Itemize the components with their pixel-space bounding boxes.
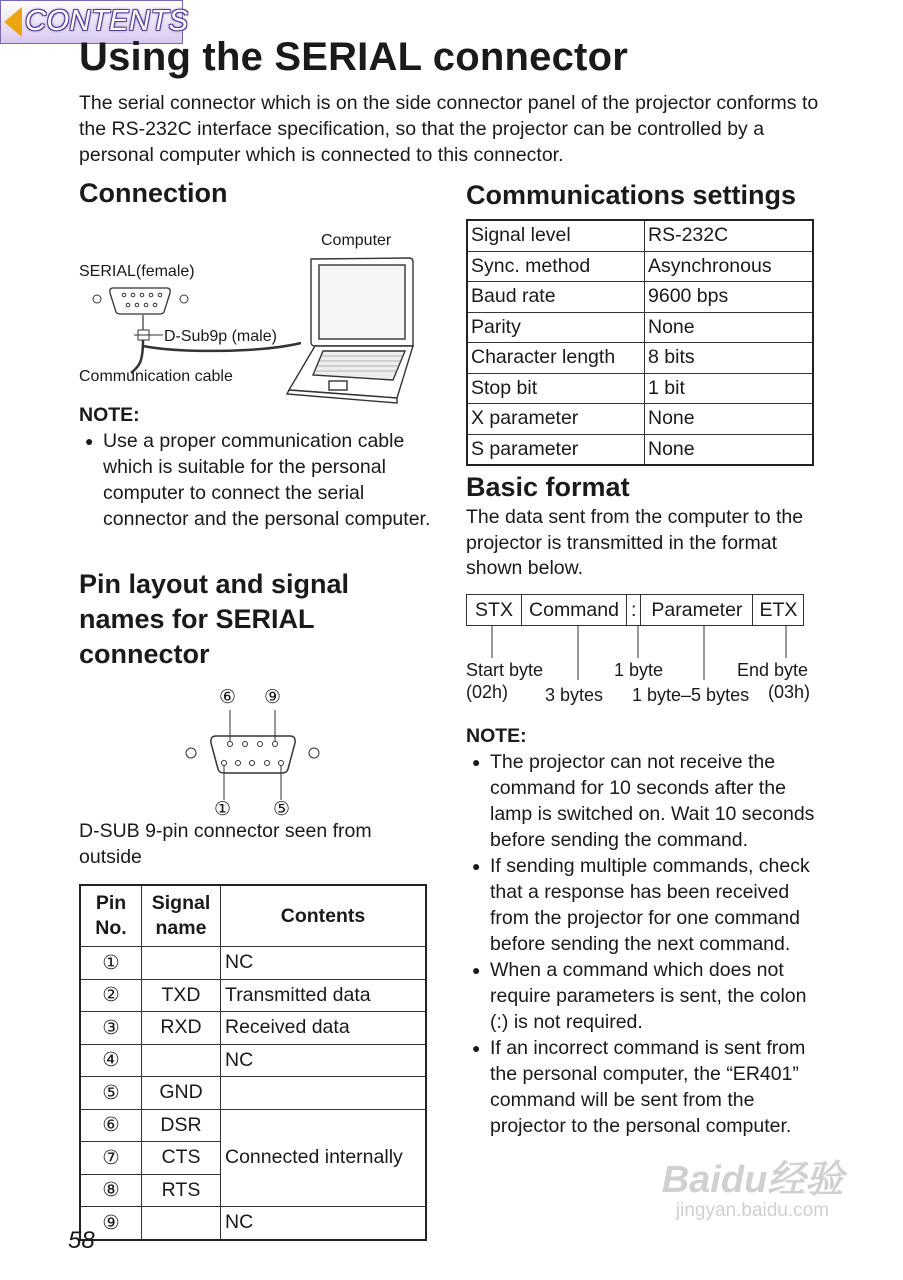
screw-right-icon [180,295,188,303]
laptop-icon [287,258,413,403]
colon-field: : [627,595,641,626]
etx-field: ETX [753,595,804,626]
pin-cell: ⑧ [80,1174,142,1207]
watermark-logo: Baidu经验 [661,1159,844,1201]
pin6-label: ⑥ [219,687,237,708]
contents-cell-merged: Connected internally [221,1109,427,1207]
setting-name: Parity [467,312,645,343]
connector-caption: D-SUB 9-pin connector seen from outside [79,820,372,868]
pin5-label: ⑤ [273,799,291,820]
pin9-label: ⑨ [264,687,282,708]
end-code-label: (03h) [768,682,811,702]
format-note-heading: NOTE: [466,725,527,747]
signal-name-header: Signal name [142,885,221,947]
pin-cell: ② [80,979,142,1012]
signal-cell: DSR [142,1109,221,1142]
setting-name: S parameter [467,434,645,465]
table-row [80,1077,426,1110]
table-row [467,220,813,251]
setting-value: Asynchronous [645,251,814,282]
page-title: Using the SERIAL connector [79,35,628,79]
format-table [466,594,804,626]
contents-cell: Received data [221,1012,427,1045]
parameter-field: Parameter [641,595,753,626]
pin-cell: ① [80,947,142,980]
table-row [467,404,813,435]
setting-value: RS-232C [645,220,814,251]
start-byte-label: Start byte [466,660,544,680]
list-item: ● The projector can not receive the command for 10 seconds after the lamp is switched on. Wait 10 seconds before sending the command. [466,749,818,853]
setting-value: None [645,404,814,435]
setting-value: 1 bit [645,373,814,404]
pin-table [79,884,427,1241]
start-code-label: (02h) [466,682,509,702]
dsub9-connector-svg [180,686,330,821]
setting-value: None [645,312,814,343]
table-row [80,979,426,1012]
pin-cell: ③ [80,1012,142,1045]
setting-value: 8 bits [645,343,814,374]
signal-cell: TXD [142,979,221,1012]
contents-cell: NC [221,1207,427,1240]
table-row [467,343,813,374]
table-row [80,1044,426,1077]
connection-note: ● Use a proper communication cable which is suitable for the personal computer to connect the serial connector and the personal computer. [79,428,433,532]
list-item: ● When a command which does not require parameters is sent, the colon (:) is not required. [466,957,818,1035]
pin-cell: ⑦ [80,1142,142,1175]
pin1-label: ① [214,799,232,820]
table-row [80,947,426,980]
param-bytes-label: 1 byte–5 bytes [632,685,750,705]
setting-name: Stop bit [467,373,645,404]
pin-cell: ⑥ [80,1109,142,1142]
table-row [467,251,813,282]
watermark [640,1160,865,1222]
list-item: ● If an incorrect command is sent from the personal computer, the “ER401” command will be sent from the projector to the personal computer. [466,1035,818,1139]
contents-cell [221,1077,427,1110]
signal-cell: GND [142,1077,221,1110]
table-row [467,312,813,343]
setting-name: Baud rate [467,282,645,313]
pin-layout-heading: Pin layout and signal names for SERIAL connector [79,569,350,669]
laptop-connection-svg [79,228,439,408]
basic-format-desc: The data sent from the computer to the projector is transmitted in the format shown below. [466,506,804,579]
pin-cell: ⑨ [80,1207,142,1240]
list-item: ● If sending multiple commands, check that a response has been received from the projector for one command before sending the next command. [466,853,818,957]
connection-heading: Connection [79,178,228,208]
cable-label: Communication cable [79,368,233,385]
back-arrow-icon [4,7,22,37]
table-row [467,434,813,465]
contents-cell: Transmitted data [221,979,427,1012]
comm-settings-table [466,219,814,466]
screw-left-icon [93,295,101,303]
signal-cell: RTS [142,1174,221,1207]
signal-cell [142,947,221,980]
table-row [467,282,813,313]
contents-cell: NC [221,1044,427,1077]
signal-cell: CTS [142,1142,221,1175]
one-byte-label: 1 byte [614,660,664,680]
setting-name: Signal level [467,220,645,251]
page-number: 58 [68,1227,95,1254]
connection-note-heading: NOTE: [79,404,140,426]
table-row [80,1109,426,1142]
dsub-male-label: D-Sub9p (male) [164,328,277,345]
pin-cell: ④ [80,1044,142,1077]
contents-header: Contents [221,885,427,947]
setting-value: 9600 bps [645,282,814,313]
intro-text: The serial connector which is on the side connector panel of the projector conforms to the RS-232C interface specification, so that the projector can be controlled by a personal computer which is connected to this connector. [79,92,819,166]
pin-no-header: Pin No. [80,885,142,947]
basic-format-heading: Basic format [466,472,630,502]
dsub-female-icon [110,288,170,314]
comm-settings-heading: Communications settings [466,180,797,210]
pin-diagram [180,686,330,821]
three-bytes-label: 3 bytes [545,685,604,705]
signal-cell [142,1044,221,1077]
connection-diagram [79,228,439,408]
setting-name: X parameter [467,404,645,435]
table-row [80,1012,426,1045]
computer-label: Computer [321,232,392,249]
pin-cell: ⑤ [80,1077,142,1110]
watermark-url: jingyan.baidu.com [675,1200,830,1221]
serial-female-label: SERIAL(female) [79,263,195,280]
signal-cell: RXD [142,1012,221,1045]
end-byte-label: End byte [737,660,809,680]
contents-cell: NC [221,947,427,980]
format-notes-list [466,749,818,1139]
table-row [80,1207,426,1240]
setting-name: Character length [467,343,645,374]
signal-cell [142,1207,221,1240]
setting-value: None [645,434,814,465]
table-row [467,373,813,404]
contents-label: CONTENTS [25,5,189,37]
setting-name: Sync. method [467,251,645,282]
command-field: Command [522,595,627,626]
stx-field: STX [467,595,522,626]
communication-cable [143,343,301,351]
